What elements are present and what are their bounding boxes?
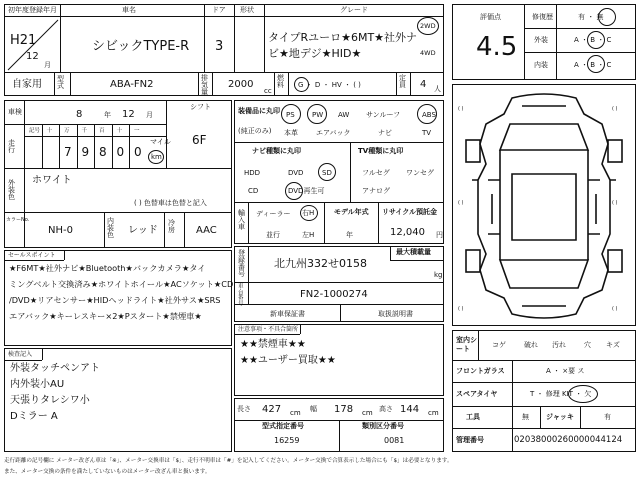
cc-unit: cc (264, 87, 272, 95)
equipment-item-circle (307, 104, 327, 124)
width-label: 幅 (310, 405, 317, 413)
notes-line-2: ★★ユーザー買取★★ (240, 355, 336, 366)
mileage-digit: 8 (99, 145, 107, 159)
shape-label: 形状 (240, 6, 254, 14)
tv-label: TV種類に丸印 (358, 147, 404, 155)
width-unit: cm (362, 409, 373, 417)
navi-hdd: HDD (244, 169, 261, 177)
drive-4wd: 4WD (420, 49, 436, 57)
sheet-kizu: キズ (606, 341, 620, 349)
inspector-line-1: 外装タッチペンアト (10, 363, 100, 374)
tools-value: 無 (522, 413, 529, 421)
sheet-yogore: 汚れ (552, 341, 566, 349)
import-parallel: 並行 (266, 231, 280, 239)
mileage-digit: 9 (81, 145, 90, 159)
svg-text:( ): ( ) (458, 106, 464, 112)
sales-line-2: ミングベルト交換済み★ホワイトホイール★ACソケット★CD (9, 279, 234, 289)
car-name: シビックTYPE-R (92, 39, 190, 54)
inspector-notes-label: 検査記入 (8, 351, 33, 358)
tv-oneseg: ワンセグ (406, 169, 434, 177)
import-right-h: 右H (302, 209, 315, 217)
model-year-unit: 年 (346, 231, 353, 239)
grade-label: グレード (340, 6, 368, 14)
mile-label: マイル (150, 138, 171, 146)
sales-line-4: エアバック★キーレスキー×2★Pスタート★禁煙車★ (9, 311, 202, 321)
mileage-unit-label: 一 (134, 128, 140, 134)
sales-line-3: /DVD★リアセンサー★HIDヘッドライト★社外サス★SRS (9, 295, 221, 305)
max-load-label: 最大積載量 (396, 248, 431, 256)
model-label: 型式 (57, 75, 64, 90)
interior-color-label: 内装色 (107, 217, 114, 239)
jack-label: ジャッキ (546, 413, 574, 421)
svg-text:( ): ( ) (612, 106, 618, 112)
color-no: NH-0 (48, 225, 73, 236)
inspection-label: 車検 (8, 108, 22, 116)
height-label: 高さ (379, 405, 393, 413)
navi-cd: CD (248, 187, 259, 195)
equipment-item: ABS (422, 111, 436, 119)
car-name-label: 車名 (122, 6, 136, 14)
reg-month: 12 (26, 51, 39, 62)
equipment-label-sub: (純正のみ) (238, 127, 272, 135)
windshield-options: A ・ ×要 ス (546, 367, 585, 375)
usage: 自家用 (12, 79, 42, 90)
equipment-item: PW (312, 111, 324, 119)
sales-points-label: セールスポイント (8, 252, 56, 259)
drive-2wd: 2WD (420, 22, 436, 30)
navi-dvd-play: DVD再生可 (288, 187, 325, 195)
inspection-year-unit: 年 (104, 111, 111, 119)
score: 4.5 (476, 32, 518, 62)
inspector-line-4: Dミラー A (10, 411, 58, 422)
sheet-ana: 穴 (584, 341, 591, 349)
displacement: 2000 (228, 79, 254, 90)
navi-label: ナビ種類に丸印 (252, 147, 301, 155)
ac-label: 冷房 (168, 219, 175, 234)
mileage-label: 走行 (8, 139, 15, 154)
warranty-label: 新車保証書 (270, 310, 305, 318)
capacity: 4 (420, 79, 427, 90)
km-label: km (151, 153, 162, 161)
equipment-item: エアバック (316, 129, 351, 137)
navi-dvd: DVD (288, 169, 304, 177)
sales-line-1: ★F6MT★社外ナビ★Bluetooth★バックカメラ★タイ (9, 263, 206, 273)
capacity-unit: 人 (434, 85, 441, 93)
grade-line-2: ビ★地デジ★HID★ (268, 47, 362, 60)
exterior-grade-label: 外装 (534, 36, 548, 44)
color-no-label: カラーNo. (6, 217, 30, 223)
mileage-digit: 7 (64, 145, 72, 159)
jack-value: 有 (604, 413, 611, 421)
svg-text:( ): ( ) (612, 200, 618, 206)
management-label: 管理番号 (456, 436, 484, 444)
mileage-digit: 0 (116, 145, 125, 159)
import-left-h: 左H (302, 231, 315, 239)
spare-tire-options: T ・ 修理 KIT ・ 欠 (530, 390, 592, 398)
interior-b-circle (587, 55, 605, 73)
equipment-label: 装備品に丸印 (238, 107, 280, 115)
management-number: 020380002600000441​24 (514, 435, 623, 445)
chassis-label: 車台番号 (238, 284, 244, 307)
door-count: 3 (215, 39, 224, 54)
mileage-unit-label: 十 (46, 128, 53, 134)
fuel-label: 燃料 (277, 74, 284, 89)
shift: 6F (192, 133, 207, 147)
displacement-label: 排気量 (201, 74, 208, 96)
model-year-label: モデル年式 (334, 208, 369, 216)
notes-label: 注意事項・不具合箇所 (238, 326, 299, 333)
inspector-line-3: 天張りタレシワ小 (10, 395, 90, 406)
svg-text:( ): ( ) (612, 306, 618, 312)
mileage-unit-label: 十 (116, 128, 123, 134)
score-label: 評価点 (480, 13, 501, 21)
repair-none-circle (598, 8, 616, 26)
equipment-item: AW (338, 111, 350, 119)
inspection-month: 12 (122, 109, 135, 120)
color-note: ( ) 色替車は色替と記入 (134, 199, 207, 207)
height: 144 (400, 404, 420, 415)
import-dealer: ディーラー (256, 210, 291, 218)
type-designation: 16259 (274, 436, 300, 445)
import-label: 輸入車 (238, 209, 245, 231)
capacity-label: 定員 (399, 74, 406, 89)
tv-fullseg: フルセグ (362, 169, 390, 177)
equipment-item: 本革 (284, 129, 298, 137)
reg-no: 北九州332せ0158 (274, 257, 367, 270)
inspector-line-2: 内外装小AU (10, 379, 65, 390)
mileage-unit-label: 記号 (29, 128, 41, 134)
tv-analog: アナログ (362, 187, 390, 195)
mileage-unit-label: 万 (64, 128, 70, 134)
interior-grade-options: A ・ B ・ C (574, 61, 612, 69)
exterior-color: ホワイト (32, 175, 72, 186)
spare-repair-kit-circle (568, 385, 598, 403)
class-no: 0081 (384, 436, 405, 445)
equipment-item: PS (286, 111, 295, 119)
recycle-label: リサイクル預託金 (382, 208, 438, 216)
footer-line-1: 走行距離の記号欄に メーター改ざん車は「※」、メーター交換車は「$」、走行不明車は「#」を記入してください。メーター交換で合算表示した場合にも「$」は必要となります。 (4, 458, 453, 464)
model: ABA-FN2 (110, 79, 154, 90)
repair-label: 修復歴 (532, 13, 553, 21)
interior-grade-label: 内装 (534, 61, 548, 69)
recycle-unit: 円 (436, 231, 443, 239)
length: 427 (262, 404, 282, 415)
equipment-item-circle (417, 104, 437, 124)
chassis: FN2-1000274 (300, 289, 368, 300)
interior-sheet-label: 室内シート (456, 336, 477, 354)
tools-label: 工具 (466, 413, 480, 421)
reg-era: H21 (10, 33, 37, 48)
interior-color: レッド (128, 225, 158, 236)
equipment-item: サンルーフ (366, 111, 401, 119)
windshield-label: フロントガラス (456, 367, 505, 375)
fuel-options: G ・ D ・ HV ・ ( ) (298, 81, 361, 89)
svg-text:( ): ( ) (458, 306, 464, 312)
spare-tire-label: スペアタイヤ (456, 390, 498, 398)
reg-no-label: 登録番号 (238, 249, 245, 278)
width: 178 (334, 404, 354, 415)
equipment-item: ナビ (378, 129, 392, 137)
ac: AAC (196, 225, 217, 236)
reg-year-label: 初年度登録年月 (8, 6, 57, 14)
equipment-item: TV (422, 129, 432, 137)
car-diagram (452, 84, 636, 326)
sheet-yabure: 破れ (524, 341, 538, 349)
class-label: 類別区分番号 (362, 422, 404, 430)
manual-label: 取扱説明書 (378, 310, 413, 318)
sheet-koge: コゲ (492, 341, 506, 349)
footer-line-2: また、メーター交換の条件を満たしていないものはメーター改ざん車と扱います。 (4, 469, 211, 475)
max-load-unit: kg (434, 271, 443, 279)
door-label: ドア (212, 6, 226, 14)
navi-sd: SD (322, 169, 332, 177)
exterior-color-label: 外装色 (8, 179, 15, 201)
inspection-year: 8 (76, 109, 83, 120)
repair-options: 有 ・ 無 (578, 13, 604, 21)
height-unit: cm (428, 409, 439, 417)
recycle-amount: 12,040 (390, 227, 425, 238)
shift-label: シフト (190, 103, 211, 111)
mileage-unit-label: 千 (81, 128, 88, 134)
equipment-item-circle (281, 104, 301, 124)
mileage-digit: 0 (134, 145, 142, 159)
length-unit: cm (290, 409, 301, 417)
exterior-grade-options: A ・ B ・ C (574, 36, 612, 44)
inspection-month-unit: 月 (146, 111, 153, 119)
mileage-unit-label: 百 (99, 128, 105, 134)
type-designation-label: 型式指定番号 (262, 422, 304, 430)
exterior-b-circle (587, 31, 605, 49)
length-label: 長さ (237, 405, 251, 413)
grade-line-1: タイプRユーロ★6MT★社外ナ (268, 31, 418, 44)
notes-line-1: ★★禁煙車★★ (240, 339, 306, 350)
svg-text:( ): ( ) (458, 200, 464, 206)
reg-month-unit: 月 (44, 61, 51, 69)
